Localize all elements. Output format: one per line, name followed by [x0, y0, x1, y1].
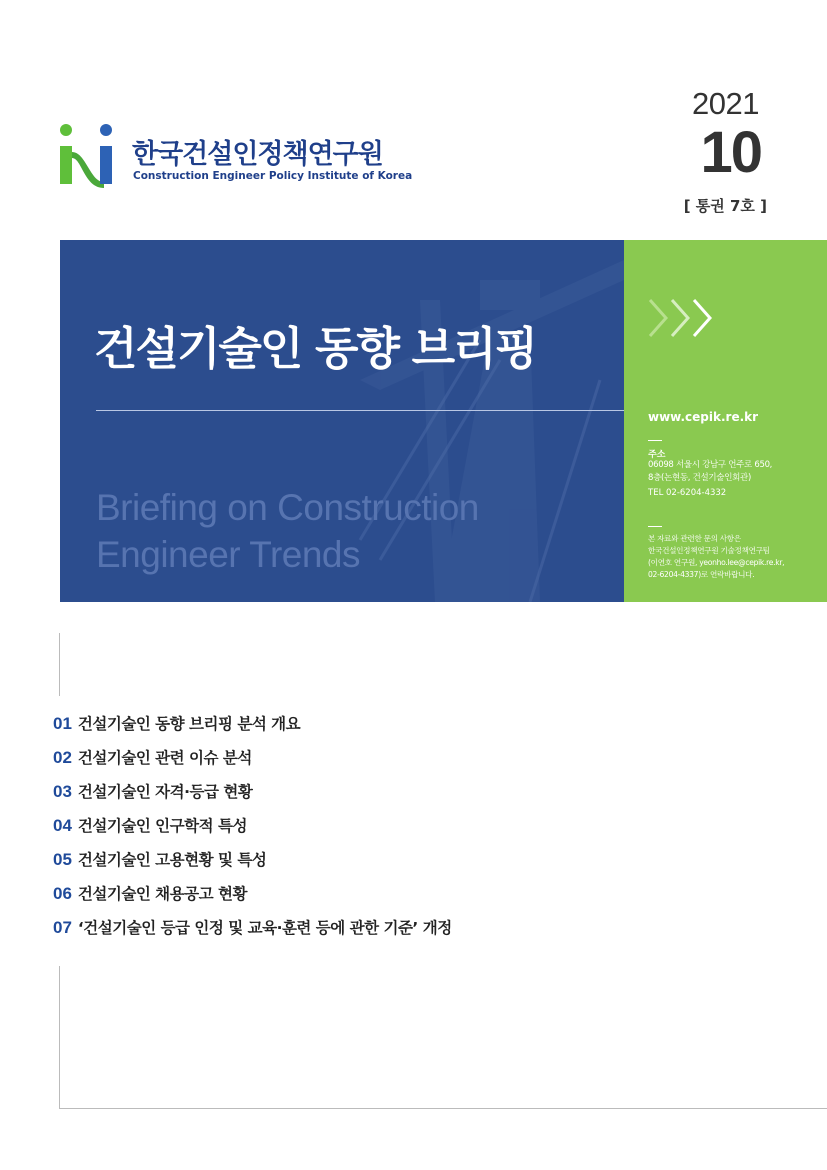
- contact-panel: [624, 240, 827, 602]
- toc-item: [53, 780, 452, 814]
- address: [648, 459, 772, 485]
- org-name-english: Construction Engineer Policy Institute of Korea: [133, 170, 413, 182]
- chevrons-right-icon: [648, 296, 728, 340]
- toc-item: [53, 882, 452, 916]
- address-label: 주소: [648, 450, 666, 460]
- address-line2: 8층(논현동, 건설기술인회관): [648, 473, 751, 483]
- toc-item-number: 04: [53, 816, 72, 835]
- issue-volume: [ 통권 7호 ]: [683, 197, 767, 215]
- frame-line: [59, 633, 60, 696]
- toc-item-number: 02: [53, 748, 72, 767]
- telephone: TEL 02-6204-4332: [648, 488, 727, 498]
- divider-dash: [648, 526, 662, 527]
- org-logo: [56, 122, 413, 192]
- hero-divider: [96, 410, 624, 411]
- inquiry-line3: (이연호 연구원, yeonho.lee@cepik.re.kr,: [648, 558, 785, 567]
- toc-item-title: ‘건설기술인 등급 인정 및 교육·훈련 등에 관한 기준’ 개정: [77, 919, 452, 937]
- toc-item-title: 건설기술인 채용공고 현황: [77, 885, 247, 903]
- toc-item-title: 건설기술인 관련 이슈 분석: [77, 749, 252, 767]
- inquiry-line2: 한국건설인정책연구원 기술정책연구팀: [648, 546, 770, 555]
- toc-item-number: 01: [53, 714, 72, 733]
- org-logo-icon: [56, 122, 122, 192]
- toc-item-title: 건설기술인 자격·등급 현황: [77, 783, 253, 801]
- hero-banner: [60, 240, 624, 602]
- frame-line: [59, 966, 60, 1109]
- toc-item-number: 03: [53, 782, 72, 801]
- toc-item: [53, 814, 452, 848]
- toc-item: [53, 746, 452, 780]
- toc-item-number: 05: [53, 850, 72, 869]
- toc-item-title: 건설기술인 고용현황 및 특성: [77, 851, 267, 869]
- toc-item: [53, 916, 452, 950]
- toc-item-number: 06: [53, 884, 72, 903]
- inquiry-line4: 02-6204-4337)로 연락바랍니다.: [648, 570, 755, 579]
- issue-month: 10: [700, 120, 761, 185]
- hero-title: 건설기술인 동향 브리핑: [94, 322, 537, 375]
- frame-line: [59, 1108, 827, 1109]
- toc-item: [53, 712, 452, 746]
- hero-subtitle-line1: Briefing on Construction: [96, 487, 479, 528]
- address-line1: 06098 서울시 강남구 언주로 650,: [648, 460, 773, 470]
- divider-dash: [648, 440, 662, 441]
- issue-year: 2021: [692, 86, 759, 121]
- toc-item: [53, 848, 452, 882]
- toc-item-title: 건설기술인 동향 브리핑 분석 개요: [77, 715, 301, 733]
- inquiry-note: [648, 533, 784, 581]
- toc-item-title: 건설기술인 인구학적 특성: [77, 817, 247, 835]
- hero-subtitle-line2: Engineer Trends: [96, 534, 361, 575]
- inquiry-line1: 본 자료와 관련한 문의 사항은: [648, 534, 741, 543]
- hero-subtitle: [96, 484, 479, 578]
- org-name-korean: 한국건설인정책연구원: [132, 139, 383, 170]
- table-of-contents: [53, 712, 452, 950]
- toc-item-number: 07: [53, 918, 72, 937]
- website-link[interactable]: www.cepik.re.kr: [648, 410, 759, 424]
